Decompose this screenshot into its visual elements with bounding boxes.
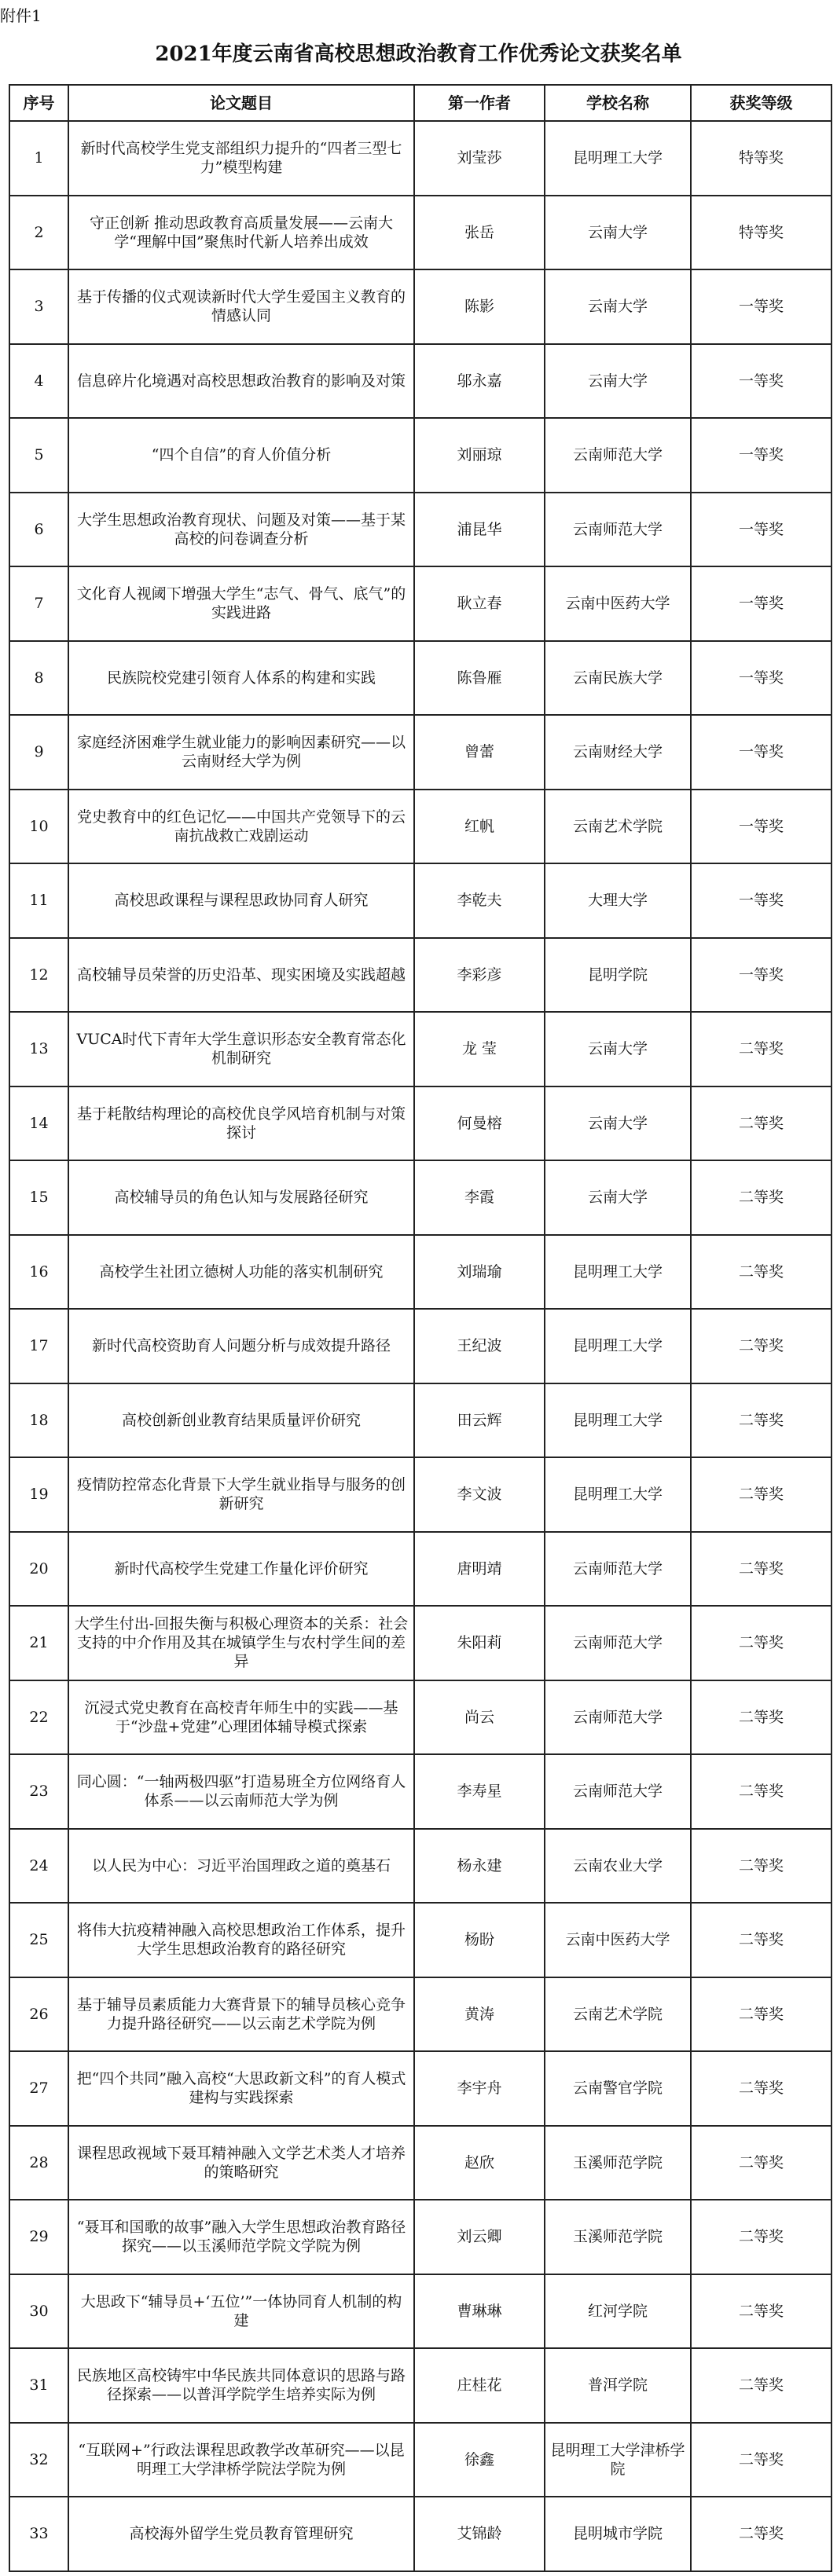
cell-school: 云南大学 bbox=[545, 344, 691, 419]
cell-first-author: 红帆 bbox=[414, 790, 545, 864]
cell-award-level: 二等奖 bbox=[691, 2200, 831, 2274]
cell-school: 云南师范大学 bbox=[545, 1680, 691, 1755]
cell-first-author: 李文波 bbox=[414, 1457, 545, 1532]
cell-number: 4 bbox=[9, 344, 68, 419]
cell-school: 昆明理工大学 bbox=[545, 1457, 691, 1532]
cell-award-level: 特等奖 bbox=[691, 196, 831, 270]
paper-title-text: 守正创新 推动思政教育高质量发展——云南大学“理解中国”聚焦时代新人培养出成效 bbox=[89, 214, 394, 251]
cell-paper-title bbox=[68, 2274, 414, 2349]
awards-table bbox=[9, 84, 832, 2572]
table-row bbox=[9, 790, 831, 864]
cell-number: 22 bbox=[9, 1680, 68, 1755]
paper-title-text: 高校创新创业教育结果质量评价研究 bbox=[121, 1411, 361, 1429]
paper-title-text: 文化育人视阈下增强大学生“志气、骨气、底气”的实践进路 bbox=[76, 585, 406, 622]
paper-title-text: 基于耗散结构理论的高校优良学风培育机制与对策探讨 bbox=[76, 1105, 406, 1141]
cell-school: 昆明理工大学津桥学院 bbox=[545, 2423, 691, 2497]
cell-number: 5 bbox=[9, 418, 68, 493]
table-row bbox=[9, 1606, 831, 1680]
cell-paper-title bbox=[68, 269, 414, 344]
cell-award-level: 二等奖 bbox=[691, 1012, 831, 1086]
cell-award-level: 二等奖 bbox=[691, 1903, 831, 1977]
cell-award-level: 二等奖 bbox=[691, 1160, 831, 1235]
cell-award-level: 二等奖 bbox=[691, 2497, 831, 2571]
cell-number: 3 bbox=[9, 269, 68, 344]
cell-first-author: 庄桂花 bbox=[414, 2348, 545, 2423]
table-row bbox=[9, 2126, 831, 2200]
cell-paper-title bbox=[68, 1012, 414, 1086]
table-row bbox=[9, 418, 831, 493]
cell-award-level: 二等奖 bbox=[691, 1235, 831, 1310]
cell-school: 云南师范大学 bbox=[545, 1532, 691, 1607]
cell-number: 20 bbox=[9, 1532, 68, 1607]
cell-award-level: 二等奖 bbox=[691, 2126, 831, 2200]
cell-school: 云南民族大学 bbox=[545, 641, 691, 716]
paper-title-text: 疫情防控常态化背景下大学生就业指导与服务的创新研究 bbox=[76, 1476, 406, 1513]
cell-first-author: 李寿星 bbox=[414, 1754, 545, 1829]
table-row bbox=[9, 1829, 831, 1904]
cell-school: 云南师范大学 bbox=[545, 493, 691, 567]
cell-paper-title bbox=[68, 2126, 414, 2200]
cell-paper-title bbox=[68, 2200, 414, 2274]
paper-title-text: 高校思政课程与课程思政协同育人研究 bbox=[114, 892, 369, 910]
cell-school: 云南大学 bbox=[545, 1012, 691, 1086]
cell-award-level: 二等奖 bbox=[691, 2423, 831, 2497]
cell-number: 28 bbox=[9, 2126, 68, 2200]
cell-paper-title bbox=[68, 344, 414, 419]
cell-number: 9 bbox=[9, 715, 68, 790]
cell-paper-title bbox=[68, 1532, 414, 1607]
paper-title-text: 新时代高校学生党支部组织力提升的“四者三型七力”模型构建 bbox=[80, 140, 402, 177]
cell-school: 云南大学 bbox=[545, 196, 691, 270]
cell-school: 昆明理工大学 bbox=[545, 1235, 691, 1310]
cell-school: 昆明学院 bbox=[545, 938, 691, 1013]
cell-school: 玉溪师范学院 bbox=[545, 2200, 691, 2274]
paper-title-text: 新时代高校资助育人问题分析与成效提升路径 bbox=[91, 1337, 391, 1355]
paper-title-text: 家庭经济困难学生就业能力的影响因素研究——以云南财经大学为例 bbox=[76, 734, 406, 771]
cell-award-level: 一等奖 bbox=[691, 344, 831, 419]
paper-title-text: 大学生思想政治教育现状、问题及对策——基于某高校的问卷调查分析 bbox=[76, 511, 406, 548]
page-title: 2021年度云南省高校思想政治教育工作优秀论文获奖名单 bbox=[155, 42, 682, 66]
paper-title-text: 大思政下“辅导员+‘五位’”一体协同育人机制的构建 bbox=[80, 2292, 402, 2329]
cell-number: 6 bbox=[9, 493, 68, 567]
cell-paper-title bbox=[68, 641, 414, 716]
cell-school: 云南中医药大学 bbox=[545, 1903, 691, 1977]
header-first-author: 第一作者 bbox=[414, 85, 545, 121]
cell-number: 16 bbox=[9, 1235, 68, 1310]
paper-title-text: 高校辅导员荣誉的历史沿革、现实困境及实践超越 bbox=[76, 966, 406, 984]
cell-paper-title bbox=[68, 2423, 414, 2497]
cell-first-author: 杨盼 bbox=[414, 1903, 545, 1977]
cell-number: 17 bbox=[9, 1309, 68, 1383]
cell-paper-title bbox=[68, 1160, 414, 1235]
cell-award-level: 一等奖 bbox=[691, 566, 831, 641]
cell-school: 云南大学 bbox=[545, 1160, 691, 1235]
cell-paper-title bbox=[68, 1903, 414, 1977]
paper-title-text: 新时代高校学生党建工作量化评价研究 bbox=[114, 1559, 369, 1577]
cell-paper-title bbox=[68, 2497, 414, 2571]
cell-award-level: 二等奖 bbox=[691, 1606, 831, 1680]
paper-title-text: “互联网+”行政法课程思政教学改革研究——以昆明理工大学津桥学院法学院为例 bbox=[78, 2441, 405, 2478]
cell-first-author: 浦昆华 bbox=[414, 493, 545, 567]
cell-paper-title bbox=[68, 1680, 414, 1755]
paper-title-text: 把“四个共同”融入高校“大思政新文科”的育人模式建构与实践探索 bbox=[76, 2070, 406, 2107]
cell-first-author: 刘云卿 bbox=[414, 2200, 545, 2274]
cell-first-author: 尚云 bbox=[414, 1680, 545, 1755]
table-row bbox=[9, 1086, 831, 1161]
table-row bbox=[9, 344, 831, 419]
cell-paper-title bbox=[68, 1235, 414, 1310]
table-row bbox=[9, 1160, 831, 1235]
paper-title-text: 大学生付出-回报失衡与积极心理资本的关系：社会支持的中介作用及其在城镇学生与农村学生间的差异 bbox=[74, 1615, 409, 1671]
cell-school: 普洱学院 bbox=[545, 2348, 691, 2423]
cell-number: 2 bbox=[9, 196, 68, 270]
table-row bbox=[9, 2051, 831, 2126]
cell-number: 31 bbox=[9, 2348, 68, 2423]
table-row bbox=[9, 2348, 831, 2423]
table-row bbox=[9, 121, 831, 196]
cell-award-level: 二等奖 bbox=[691, 1309, 831, 1383]
header-school: 学校名称 bbox=[545, 85, 691, 121]
cell-school: 玉溪师范学院 bbox=[545, 2126, 691, 2200]
cell-school: 红河学院 bbox=[545, 2274, 691, 2349]
cell-school: 云南大学 bbox=[545, 269, 691, 344]
cell-number: 18 bbox=[9, 1383, 68, 1458]
cell-school: 昆明理工大学 bbox=[545, 121, 691, 196]
cell-number: 27 bbox=[9, 2051, 68, 2126]
paper-title-text: 高校学生社团立德树人功能的落实机制研究 bbox=[99, 1262, 384, 1281]
cell-award-level: 二等奖 bbox=[691, 1829, 831, 1904]
cell-first-author: 李霞 bbox=[414, 1160, 545, 1235]
cell-school: 云南农业大学 bbox=[545, 1829, 691, 1904]
cell-number: 29 bbox=[9, 2200, 68, 2274]
table-header-row bbox=[9, 85, 831, 121]
table-row bbox=[9, 863, 831, 938]
header-paper-title: 论文题目 bbox=[68, 85, 414, 121]
cell-number: 25 bbox=[9, 1903, 68, 1977]
cell-paper-title bbox=[68, 196, 414, 270]
paper-title-text: 基于辅导员素质能力大赛背景下的辅导员核心竞争力提升路径研究——以云南艺术学院为例 bbox=[76, 1995, 406, 2032]
cell-paper-title bbox=[68, 493, 414, 567]
table-row bbox=[9, 2274, 831, 2349]
paper-title-text: VUCA时代下青年大学生意识形态安全教育常态化机制研究 bbox=[76, 1031, 406, 1068]
cell-number: 14 bbox=[9, 1086, 68, 1161]
cell-school: 云南师范大学 bbox=[545, 1606, 691, 1680]
cell-first-author: 赵欣 bbox=[414, 2126, 545, 2200]
cell-award-level: 一等奖 bbox=[691, 269, 831, 344]
cell-paper-title bbox=[68, 790, 414, 864]
paper-title-text: 高校辅导员的角色认知与发展路径研究 bbox=[114, 1189, 369, 1207]
table-row bbox=[9, 715, 831, 790]
cell-first-author: 刘瑞瑜 bbox=[414, 1235, 545, 1310]
table-row bbox=[9, 493, 831, 567]
table-row bbox=[9, 1235, 831, 1310]
paper-title-text: 将伟大抗疫精神融入高校思想政治工作体系，提升大学生思想政治教育的路径研究 bbox=[76, 1922, 406, 1959]
cell-first-author: 刘丽琼 bbox=[414, 418, 545, 493]
table-row bbox=[9, 2423, 831, 2497]
cell-award-level: 一等奖 bbox=[691, 790, 831, 864]
table-row bbox=[9, 1309, 831, 1383]
table-row bbox=[9, 196, 831, 270]
paper-title-text: 课程思政视域下聂耳精神融入文学艺术类人才培养的策略研究 bbox=[76, 2144, 406, 2181]
paper-title-text: 以人民为中心：习近平治国理政之道的奠基石 bbox=[91, 1856, 391, 1874]
cell-first-author: 李乾夫 bbox=[414, 863, 545, 938]
cell-award-level: 二等奖 bbox=[691, 1383, 831, 1458]
cell-number: 13 bbox=[9, 1012, 68, 1086]
cell-school: 云南师范大学 bbox=[545, 418, 691, 493]
attachment-label: 附件1 bbox=[0, 6, 42, 25]
cell-first-author: 李彩彦 bbox=[414, 938, 545, 1013]
cell-first-author: 张岳 bbox=[414, 196, 545, 270]
cell-first-author: 徐鑫 bbox=[414, 2423, 545, 2497]
cell-number: 7 bbox=[9, 566, 68, 641]
cell-paper-title bbox=[68, 1457, 414, 1532]
cell-award-level: 二等奖 bbox=[691, 1457, 831, 1532]
cell-paper-title bbox=[68, 2051, 414, 2126]
cell-number: 1 bbox=[9, 121, 68, 196]
paper-title-text: 高校海外留学生党员教育管理研究 bbox=[129, 2525, 354, 2543]
table-row bbox=[9, 1383, 831, 1458]
cell-award-level: 一等奖 bbox=[691, 715, 831, 790]
paper-title-text: 信息碎片化境遇对高校思想政治教育的影响及对策 bbox=[76, 372, 406, 390]
cell-first-author: 杨永建 bbox=[414, 1829, 545, 1904]
table-row bbox=[9, 1680, 831, 1755]
cell-school: 昆明理工大学 bbox=[545, 1383, 691, 1458]
paper-title-text: “聂耳和国歌的故事”融入大学生思想政治教育路径探究——以玉溪师范学院文学院为例 bbox=[76, 2219, 406, 2255]
cell-school: 云南师范大学 bbox=[545, 1754, 691, 1829]
cell-award-level: 二等奖 bbox=[691, 1754, 831, 1829]
paper-title-text: “四个自信”的育人价值分析 bbox=[151, 446, 332, 464]
cell-first-author: 龙 莹 bbox=[414, 1012, 545, 1086]
cell-school: 云南中医药大学 bbox=[545, 566, 691, 641]
table-row bbox=[9, 1754, 831, 1829]
cell-first-author: 艾锦龄 bbox=[414, 2497, 545, 2571]
cell-award-level: 二等奖 bbox=[691, 1532, 831, 1607]
cell-award-level: 一等奖 bbox=[691, 641, 831, 716]
cell-first-author: 李宇舟 bbox=[414, 2051, 545, 2126]
cell-number: 21 bbox=[9, 1606, 68, 1680]
paper-title-text: 民族院校党建引领育人体系的构建和实践 bbox=[106, 669, 376, 687]
cell-first-author: 田云辉 bbox=[414, 1383, 545, 1458]
cell-first-author: 朱阳莉 bbox=[414, 1606, 545, 1680]
paper-title-text: 基于传播的仪式观读新时代大学生爱国主义教育的情感认同 bbox=[76, 288, 406, 325]
cell-first-author: 王纪波 bbox=[414, 1309, 545, 1383]
cell-school: 大理大学 bbox=[545, 863, 691, 938]
cell-number: 30 bbox=[9, 2274, 68, 2349]
cell-paper-title bbox=[68, 1086, 414, 1161]
cell-first-author: 邬永嘉 bbox=[414, 344, 545, 419]
table-row bbox=[9, 1457, 831, 1532]
cell-first-author: 唐明靖 bbox=[414, 1532, 545, 1607]
table-row bbox=[9, 1977, 831, 2052]
cell-number: 15 bbox=[9, 1160, 68, 1235]
cell-school: 云南艺术学院 bbox=[545, 790, 691, 864]
cell-paper-title bbox=[68, 1754, 414, 1829]
cell-award-level: 二等奖 bbox=[691, 2274, 831, 2349]
cell-award-level: 特等奖 bbox=[691, 121, 831, 196]
cell-first-author: 曹琳琳 bbox=[414, 2274, 545, 2349]
table-row bbox=[9, 566, 831, 641]
cell-number: 12 bbox=[9, 938, 68, 1013]
table-row bbox=[9, 269, 831, 344]
cell-number: 33 bbox=[9, 2497, 68, 2571]
cell-award-level: 二等奖 bbox=[691, 1977, 831, 2052]
cell-paper-title bbox=[68, 1977, 414, 2052]
cell-first-author: 耿立春 bbox=[414, 566, 545, 641]
cell-paper-title bbox=[68, 715, 414, 790]
cell-paper-title bbox=[68, 1383, 414, 1458]
cell-paper-title bbox=[68, 566, 414, 641]
paper-title-text: 党史教育中的红色记忆——中国共产党领导下的云南抗战救亡戏剧运动 bbox=[76, 808, 406, 845]
paper-title-text: 民族地区高校铸牢中华民族共同体意识的思路与路径探索——以普洱学院学生培养实际为例 bbox=[76, 2367, 406, 2404]
cell-award-level: 二等奖 bbox=[691, 2348, 831, 2423]
header-award-level: 获奖等级 bbox=[691, 85, 831, 121]
cell-award-level: 一等奖 bbox=[691, 493, 831, 567]
cell-number: 11 bbox=[9, 863, 68, 938]
paper-title-text: 同心圆：“一轴两极四驱”打造易班全方位网络育人体系——以云南师范大学为例 bbox=[76, 1773, 406, 1810]
cell-school: 昆明理工大学 bbox=[545, 1309, 691, 1383]
cell-paper-title bbox=[68, 863, 414, 938]
table-body bbox=[9, 121, 831, 2571]
table-row bbox=[9, 1012, 831, 1086]
cell-school: 云南艺术学院 bbox=[545, 1977, 691, 2052]
cell-number: 32 bbox=[9, 2423, 68, 2497]
table-row bbox=[9, 2200, 831, 2274]
cell-first-author: 黄涛 bbox=[414, 1977, 545, 2052]
cell-award-level: 二等奖 bbox=[691, 2051, 831, 2126]
cell-award-level: 一等奖 bbox=[691, 418, 831, 493]
cell-number: 26 bbox=[9, 1977, 68, 2052]
cell-first-author: 陈鲁雁 bbox=[414, 641, 545, 716]
table-row bbox=[9, 1903, 831, 1977]
cell-first-author: 陈影 bbox=[414, 269, 545, 344]
cell-paper-title bbox=[68, 418, 414, 493]
table-row bbox=[9, 2497, 831, 2571]
cell-paper-title bbox=[68, 121, 414, 196]
cell-paper-title bbox=[68, 938, 414, 1013]
cell-paper-title bbox=[68, 2348, 414, 2423]
cell-number: 10 bbox=[9, 790, 68, 864]
cell-school: 云南警官学院 bbox=[545, 2051, 691, 2126]
cell-first-author: 曾蕾 bbox=[414, 715, 545, 790]
cell-award-level: 二等奖 bbox=[691, 1086, 831, 1161]
cell-award-level: 一等奖 bbox=[691, 863, 831, 938]
cell-school: 云南财经大学 bbox=[545, 715, 691, 790]
header-number: 序号 bbox=[9, 85, 68, 121]
cell-paper-title bbox=[68, 1606, 414, 1680]
cell-number: 8 bbox=[9, 641, 68, 716]
table-row bbox=[9, 938, 831, 1013]
cell-school: 昆明城市学院 bbox=[545, 2497, 691, 2571]
paper-title-text: 沉浸式党史教育在高校青年师生中的实践——基于“沙盘+党建”心理团体辅导模式探索 bbox=[84, 1698, 398, 1735]
cell-school: 云南大学 bbox=[545, 1086, 691, 1161]
cell-award-level: 二等奖 bbox=[691, 1680, 831, 1755]
cell-number: 23 bbox=[9, 1754, 68, 1829]
cell-award-level: 一等奖 bbox=[691, 938, 831, 1013]
cell-paper-title bbox=[68, 1309, 414, 1383]
cell-number: 19 bbox=[9, 1457, 68, 1532]
cell-paper-title bbox=[68, 1829, 414, 1904]
cell-first-author: 何曼榕 bbox=[414, 1086, 545, 1161]
table-row bbox=[9, 1532, 831, 1607]
cell-first-author: 刘莹莎 bbox=[414, 121, 545, 196]
cell-number: 24 bbox=[9, 1829, 68, 1904]
table-row bbox=[9, 641, 831, 716]
